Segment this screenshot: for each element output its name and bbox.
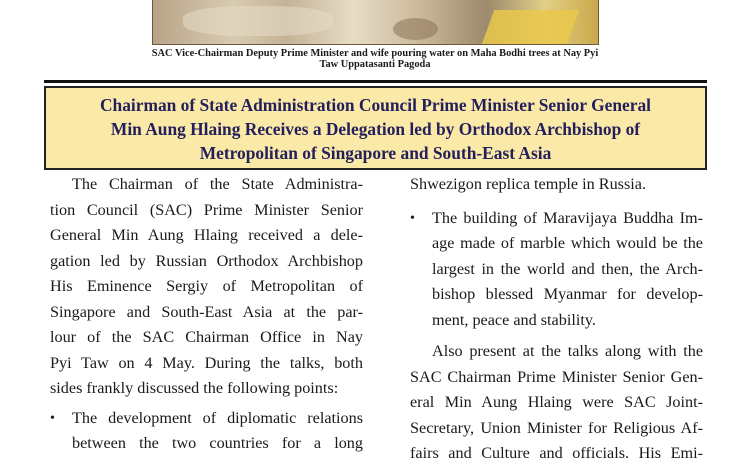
text-line: eral Min Aung Hlaing were SAC Joint- xyxy=(410,393,703,411)
top-photo xyxy=(152,0,599,45)
caption-line-2: Taw Uppatasanti Pagoda xyxy=(319,59,431,70)
text-line: Singapore and South-East Asia at the par- xyxy=(50,302,363,321)
headline-line-2: Min Aung Hlaing Receives a Delegation led by Orthodox Archbishop of xyxy=(110,119,641,139)
text-line: between the two countries for a long xyxy=(72,434,363,452)
bullet-item xyxy=(410,206,703,334)
text-line: ment, peace and stability. xyxy=(432,310,596,329)
text-line: tion Council (SAC) Prime Minister Senior xyxy=(50,200,363,219)
text-line: fairs and Culture and officials. His Emi- xyxy=(410,444,703,462)
continued-line: Shwezigon replica temple in Russia. xyxy=(410,175,647,193)
text-line: The Chairman of the State Administra- xyxy=(72,175,363,193)
headline-line-3: Metropolitan of Singapore and South-East Asia xyxy=(199,143,552,163)
text-line: sides frankly discussed the following points: xyxy=(50,379,339,397)
attendees-paragraph xyxy=(410,339,703,467)
photo-stone-shape xyxy=(183,6,333,36)
text-line: Secretary, Union Minister for Religious Af- xyxy=(410,418,703,437)
photo-caption xyxy=(60,48,690,70)
text-line: The development of diplomatic relations xyxy=(72,408,363,427)
text-line: gation led by Russian Orthodox Archbishop xyxy=(50,251,363,270)
text-line: age made of marble which would be the xyxy=(432,234,703,252)
text-line: Pyi Taw on 4 May. During the talks, both xyxy=(50,353,363,372)
left-column xyxy=(50,172,363,457)
text-line: His Eminence Sergiy of Metropolitan of xyxy=(50,277,363,295)
text-line: General Min Aung Hlaing received a dele- xyxy=(50,226,363,244)
text-line: bishop blessed Myanmar for develop- xyxy=(432,285,703,303)
bullet-item xyxy=(50,406,363,457)
headline-box xyxy=(44,86,707,170)
article-headline xyxy=(46,88,705,165)
text-line: lour of the SAC Chairman Office in Nay xyxy=(50,328,363,346)
bullet-icon: • xyxy=(410,210,415,226)
text-line: SAC Chairman Prime Minister Senior Gen- xyxy=(410,367,703,386)
bullet-icon: • xyxy=(50,410,55,426)
text-line: Also present at the talks along with the xyxy=(432,342,703,360)
intro-paragraph xyxy=(50,172,363,402)
headline-line-1: Chairman of State Administration Council Prime Minister Senior General xyxy=(100,95,651,115)
photo-pot-shape xyxy=(393,18,438,40)
text-line: The building of Maravijaya Buddha Im- xyxy=(432,208,703,227)
text-line: largest in the world and then, the Arch- xyxy=(432,259,703,278)
photo-cloth-shape xyxy=(482,10,579,44)
right-column xyxy=(410,172,703,467)
section-divider xyxy=(44,80,707,83)
caption-line-1: SAC Vice-Chairman Deputy Prime Minister and wife pouring water on Maha Bodhi trees at Nay Pyi xyxy=(151,48,599,59)
